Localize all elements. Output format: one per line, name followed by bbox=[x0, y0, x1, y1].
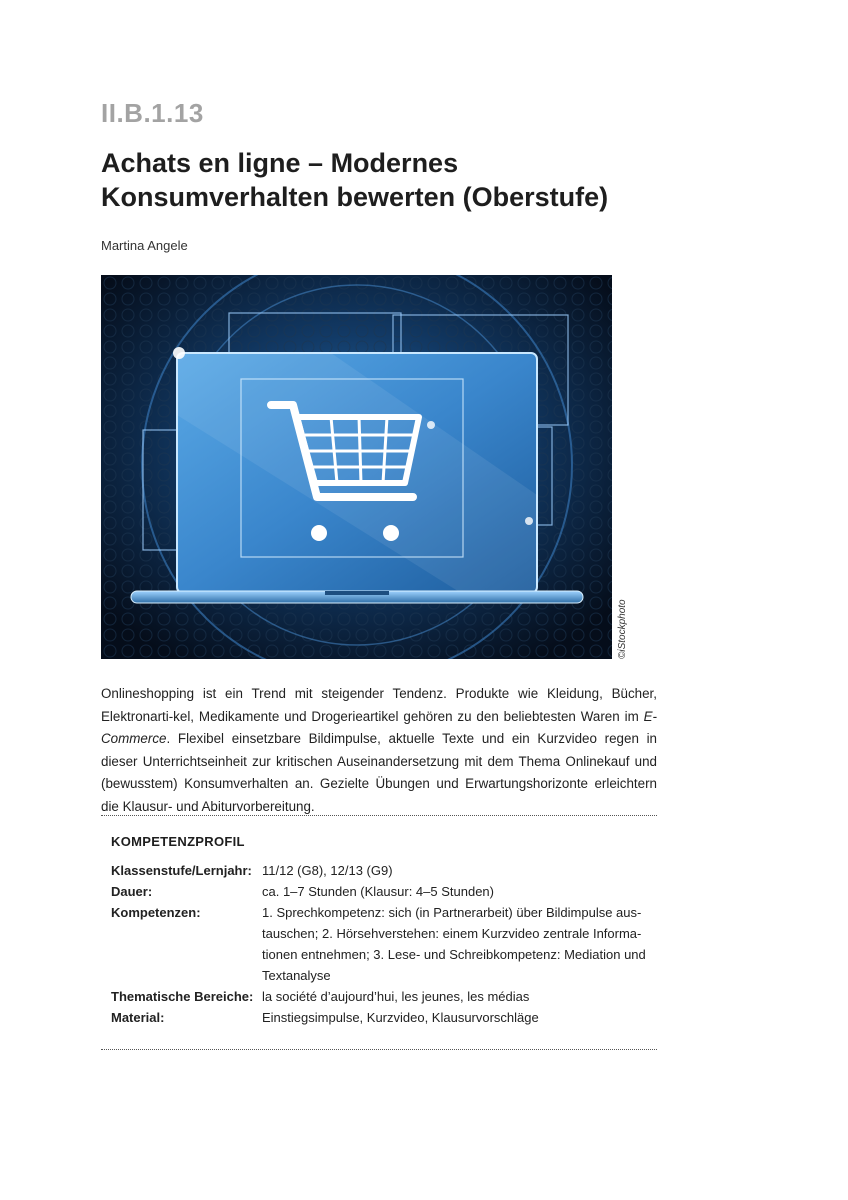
laptop-cart-illustration bbox=[101, 275, 612, 659]
intro-paragraph: Onlineshopping ist ein Trend mit steigender Tendenz. Produkte wie Kleidung, Bücher, Elektronarti-kel, Medikamente und Drogerieartikel gehören zu den beliebtesten Waren im E-Commerce. Flexibel einsetzbare Bildimpulse, aktuelle Texte und ein Kurzvideo regen in dieser Unterrichtseinheit zur kritischen Auseinandersetzung mit dem Thema Onlinekauf und (bewusstem) Konsumverhalten an. Gezielte Übungen und Erwartungshorizonte erleichtern die Klausur- und Abiturvorbereitung. bbox=[101, 686, 657, 814]
divider-top bbox=[101, 815, 657, 816]
section-code: II.B.1.13 bbox=[101, 98, 204, 128]
title-line-2: Konsumverhalten bewerten (Oberstufe) bbox=[101, 182, 609, 212]
competence-profile bbox=[111, 860, 651, 1028]
profile-row-duration: Dauer: ca. 1–7 Stunden (Klausur: 4–5 Stunden) bbox=[111, 884, 494, 899]
profile-row-grade: Klassenstufe/Lernjahr: 11/12 (G8), 12/13 (G9) bbox=[111, 863, 393, 878]
profile-title: KOMPETENZPROFIL bbox=[111, 834, 245, 849]
divider-bottom bbox=[101, 1049, 657, 1050]
profile-row-material: Material: Einstiegsimpulse, Kurzvideo, Klausurvorschläge bbox=[111, 1010, 539, 1025]
profile-row-competences: Kompetenzen: 1. Sprechkompetenz: sich (in Partnerarbeit) über Bildimpulse austauschen; 2. Hörsehverstehen: einem Kurzvideo zentrale Informationen entnehmen; 3. Lese- und Schreibkompetenz: Mediation und Textanalyse bbox=[111, 905, 646, 983]
profile-row-topics: Thematische Bereiche: la société d’aujourd’hui, les jeunes, les médias bbox=[111, 989, 530, 1004]
intro-emphasis: E-Commerce bbox=[101, 708, 657, 746]
title-line-1: Achats en ligne – Modernes bbox=[101, 148, 459, 178]
hero-image bbox=[101, 275, 612, 659]
page-title bbox=[101, 146, 721, 214]
author: Martina Angele bbox=[101, 238, 188, 253]
image-credit: ©iStockphoto bbox=[617, 599, 628, 659]
